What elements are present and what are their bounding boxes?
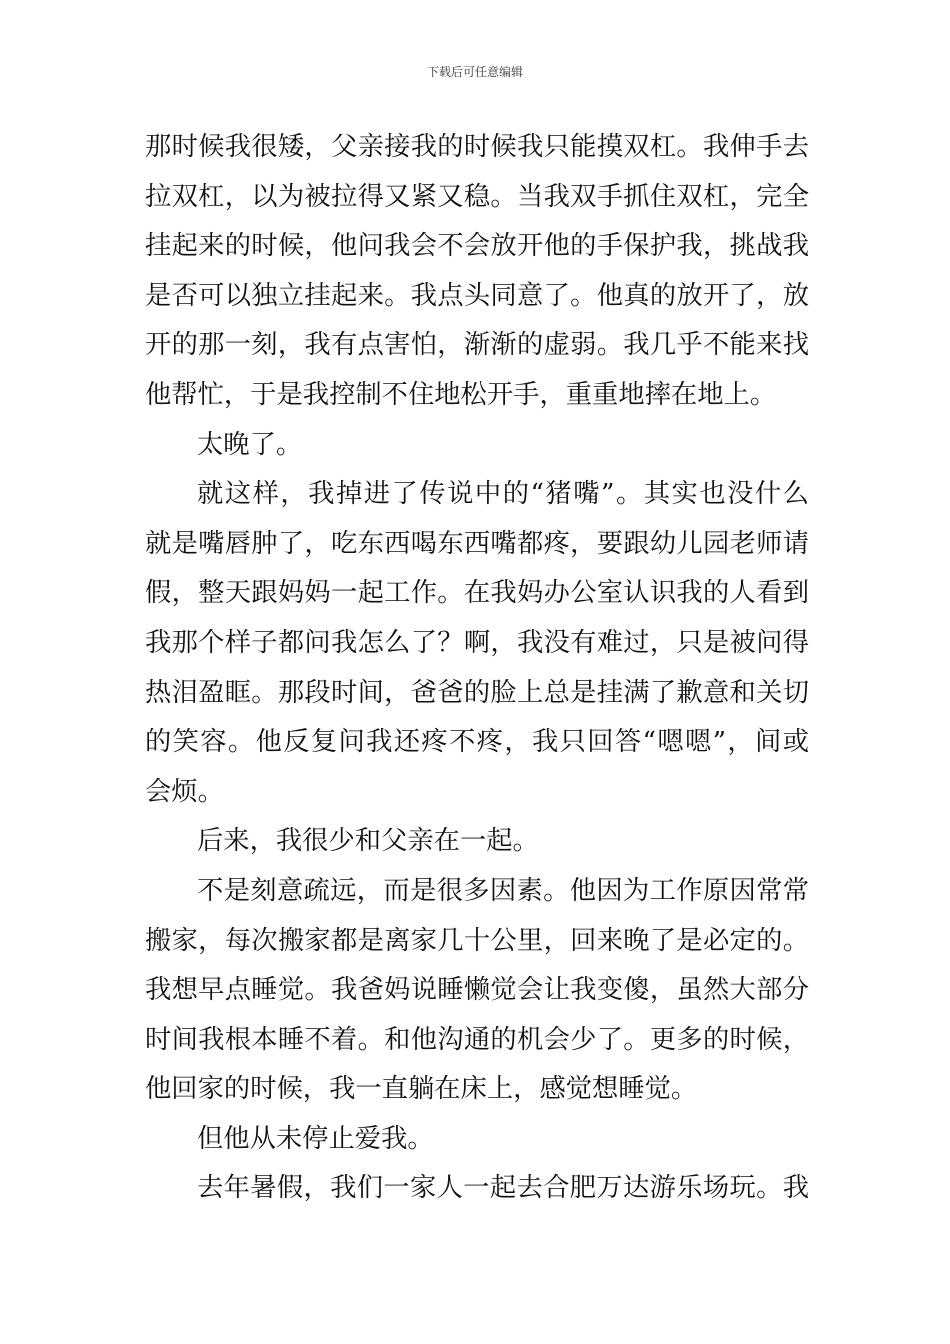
text-line: 假，整天跟妈妈一起工作。在我妈办公室认识我的人看到	[145, 578, 809, 609]
text-line: 的笑容。他反复问我还疼不疼，我只回答“嗯嗯”，间或	[145, 727, 809, 758]
text-line: 他回家的时候，我一直躺在床上，感觉想睡觉。	[145, 1074, 698, 1105]
text-line: 是否可以独立挂起来。我点头同意了。他真的放开了，放	[145, 280, 809, 311]
text-line: 就是嘴唇肿了，吃东西喝东西嘴都疼，要跟幼儿园老师请	[145, 528, 809, 559]
text-line: 但他从未停止爱我。	[197, 1123, 434, 1154]
text-line: 挂起来的时候，他问我会不会放开他的手保护我，挑战我	[145, 231, 809, 262]
text-line: 会烦。	[145, 776, 224, 807]
text-line: 就这样，我掉进了传说中的“猪嘴”。其实也没什么	[197, 479, 809, 510]
text-line: 我想早点睡觉。我爸妈说睡懒觉会让我变傻，虽然大部分	[145, 975, 809, 1006]
text-line: 他帮忙，于是我控制不住地松开手，重重地摔在地上。	[145, 379, 777, 410]
text-line: 去年暑假，我们一家人一起去合肥万达游乐场玩。我	[197, 1173, 809, 1204]
text-line: 热泪盈眶。那段时间，爸爸的脸上总是挂满了歉意和关切	[145, 677, 809, 708]
text-line: 我那个样子都问我怎么了？啊，我没有难过，只是被问得	[145, 627, 809, 658]
text-line: 时间我根本睡不着。和他沟通的机会少了。更多的时候，	[145, 1024, 809, 1055]
page-header: 下载后可任意编辑	[426, 65, 523, 79]
text-line: 搬家，每次搬家都是离家几十公里，回来晚了是必定的。	[145, 925, 809, 956]
body-text	[145, 123, 809, 1214]
text-line: 后来，我很少和父亲在一起。	[197, 826, 539, 857]
text-line: 不是刻意疏远，而是很多因素。他因为工作原因常常	[197, 875, 809, 906]
text-line: 拉双杠，以为被拉得又紧又稳。当我双手抓住双杠，完全	[145, 181, 809, 212]
text-line: 那时候我很矮，父亲接我的时候我只能摸双杠。我伸手去	[145, 132, 809, 162]
text-line: 开的那一刻，我有点害怕，渐渐的虚弱。我几乎不能来找	[145, 330, 809, 361]
text-line: 太晚了。	[197, 429, 303, 460]
